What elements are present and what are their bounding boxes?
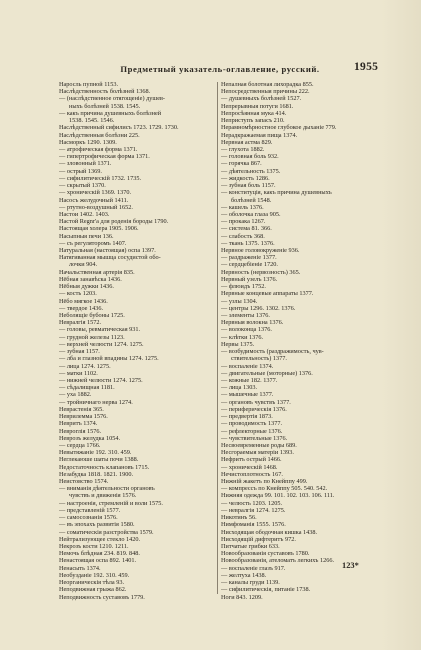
index-entry: — проводимость 1377. — [221, 420, 283, 428]
index-entry: Неорганическія тѣла 93. — [59, 579, 125, 587]
index-entry: — невралгія 1274. 1275. — [221, 506, 286, 514]
index-column-left — [59, 81, 215, 601]
index-entry: — двигательные (моторные) 1376. — [221, 369, 313, 377]
page-number: 1955 — [354, 61, 379, 73]
index-entry: — органовъ чувствъ 1377. — [221, 398, 291, 406]
index-entry: — съ регуляторомъ 1407. — [59, 239, 127, 247]
index-entry: Натуральная (настоящая) оспа 1397. — [59, 247, 156, 255]
index-entry: Нервное головокруженіе 936. — [221, 247, 300, 255]
index-entry: — дѣятельность 1375. — [221, 167, 281, 175]
index-entry: — периферическія 1376. — [221, 405, 287, 413]
index-entry: — тройничнаго нерва 1274. — [59, 398, 133, 406]
index-entry: Неврилемма 1576. — [59, 413, 108, 421]
index-entry: — волоконца 1376. — [221, 326, 272, 334]
index-entry: Насморкъ 1290. 1309. — [59, 138, 117, 146]
index-entry: — слабость 368. — [221, 232, 265, 240]
index-entry: — предвертія 1873. — [221, 413, 273, 421]
index-entry: — зубная боль 1157. — [221, 182, 276, 190]
index-entry: — каналы груди 1139. — [221, 579, 280, 587]
index-entry: — вниманія дѣятельности органовъ — [59, 485, 155, 493]
index-entry: Новообразованія суставовъ 1780. — [221, 550, 310, 558]
index-entry: ствительность) 1377. — [231, 355, 287, 363]
index-entry: Нервность (нервозность) 365. — [221, 268, 301, 276]
index-entry: — скрытый 1370. — [59, 182, 106, 190]
index-entry: Начальственная артерія 835. — [59, 268, 135, 276]
index-entry: Немочь блѣдная 234. 819. 848. — [59, 550, 140, 558]
index-entry: — гипертрофическая форма 1371. — [59, 153, 150, 161]
index-entry: Нервы 1375. — [221, 340, 255, 348]
index-entry: — клѣтки 1376. — [221, 333, 264, 341]
index-entry: Нёбныя дужки 1436. — [59, 283, 114, 291]
index-entry: Неврозъ желудка 1054. — [59, 434, 121, 442]
index-entry: Несвоевременные роды 689. — [221, 441, 297, 449]
index-entry: — нижней челюсти 1274. 1275. — [59, 376, 143, 384]
index-entry: — чувствительные 1376. — [221, 434, 288, 442]
index-entry: — атрофическая форма 1371. — [59, 145, 138, 153]
index-entry: Ненастоящая оспа 892. 1401. — [59, 557, 137, 565]
index-entry: — челюсть 1203. 1205. — [221, 499, 283, 507]
index-entry: Нервный узелъ 1376. — [221, 275, 278, 283]
index-entry: Необузданіе 192. 310. 459. — [59, 571, 130, 579]
index-entry: — грудной железы 1123. — [59, 333, 125, 341]
index-entry: — центры 1296. 1302. 1376. — [221, 304, 296, 312]
index-entry: — желтуха 1438. — [221, 571, 267, 579]
index-entry: Насыпныя печи 136. — [59, 232, 114, 240]
index-entry: — система 81. 366. — [221, 225, 272, 233]
index-entry: — сердцебіеніе 1720. — [221, 261, 278, 269]
index-entry: Нисходящая ободочная кишка 1438. — [221, 528, 318, 536]
index-entry: — хроническій 1369. 1370. — [59, 189, 132, 197]
index-entry: — настроенія, стремленій и воли 1575. — [59, 499, 163, 507]
index-entry: — душевныхъ болѣзней 1527. — [221, 95, 302, 103]
index-entry: Недостаточность клапановъ 1715. — [59, 463, 150, 471]
index-entry: — острый 1369. — [59, 167, 102, 175]
index-entry: Натягиванная мышца сосудистой обо- — [59, 254, 161, 262]
index-entry: болѣзней 1548. — [231, 196, 272, 204]
index-entry: Непросѣянная мука 414. — [221, 109, 287, 117]
index-entry: Нёбо мягкое 1436. — [59, 297, 108, 305]
index-entry: — представленій 1577. — [59, 506, 121, 514]
index-entry: Неврастенія 365. — [59, 405, 104, 413]
index-entry: Нерамномѣрностное глубокое дыханіе 779. — [221, 124, 337, 132]
index-entry: Нефритъ острый 1466. — [221, 456, 282, 464]
index-entry: — флюидъ 1752. — [221, 283, 266, 291]
index-entry: Нервныя волокна 1376. — [221, 319, 284, 327]
index-entry: чувствъ и движенія 1576. — [69, 492, 137, 500]
index-entry: Настоящая холера 1905. 1906. — [59, 225, 139, 233]
index-entry: — зубная 1157. — [59, 348, 100, 356]
column-divider — [217, 82, 218, 594]
index-entry: — соматическія разстройства 1579. — [59, 528, 154, 536]
index-entry: Нисходящій дифтеритъ 972. — [221, 535, 296, 543]
index-entry: Нёбная занавѣска 1436. — [59, 275, 122, 283]
index-entry: — мышечные 1377. — [221, 391, 274, 399]
index-entry: — жидкость 1286. — [221, 174, 270, 182]
index-entry: — самосознанія 1576. — [59, 514, 118, 522]
index-entry: Новообразованія, ателоматъ легкихъ 1266. — [221, 557, 335, 565]
index-entry: — рефлекторные 1376. — [221, 427, 283, 435]
index-entry: — кожные 182. 1377. — [221, 376, 278, 384]
index-entry: — ртутно-воздушный 1652. — [59, 203, 133, 211]
index-entry: Нижній жакетъ по Кнейппу 499. — [221, 478, 308, 486]
index-entry: — сѣдалищная 1181. — [59, 384, 115, 392]
index-entry: — верхней челюсти 1274. 1275. — [59, 340, 144, 348]
index-entry: Нимфоманія 1555. 1576. — [221, 521, 286, 529]
index-entry: — узлы 1304. — [221, 297, 258, 305]
index-entry: — зловонный 1371. — [59, 160, 112, 168]
index-entry: Невралгія 1572. — [59, 319, 102, 327]
index-entry: Ненасыть 1374. — [59, 564, 101, 572]
index-entry: — уха 1882. — [59, 391, 92, 399]
index-entry: — головы, ревматическая 931. — [59, 326, 141, 334]
index-entry: Настои 1402. 1403. — [59, 210, 110, 218]
index-entry: Наслѣдственныя болѣзни 225. — [59, 131, 140, 139]
index-entry: — кость 1203. — [59, 290, 97, 298]
index-entry: — сердца 1766. — [59, 441, 101, 449]
index-entry: Наросль пупной 1153. — [59, 81, 119, 88]
index-entry: Нерадкражаемая пища 1374. — [221, 131, 298, 139]
index-entry: лочки 904. — [69, 261, 98, 269]
index-entry: Неподвижная грыжа 862. — [59, 586, 127, 594]
index-entry: Настой Regnr'а для роденія бороды 1790. — [59, 218, 169, 226]
index-entry: — горячка 867. — [221, 160, 262, 168]
index-entry: — сифилитическія, питаніе 1738. — [221, 586, 311, 594]
index-entry: — возбудимость (раздражимость, чув- — [221, 348, 324, 356]
index-entry: — воспаленіе глазъ 917. — [221, 564, 286, 572]
index-entry: Нейтрализующее стекло 1420. — [59, 535, 141, 543]
index-entry: — компрессъ по Кнейппу 505. 540. 542. — [221, 485, 328, 493]
index-entry: — оболочка глаза 905. — [221, 210, 281, 218]
index-entry: Незабудка 1818. 1821. 1900. — [59, 470, 134, 478]
page-shading — [381, 0, 421, 650]
index-entry: Непалная болотная лихорадка 855. — [221, 81, 314, 88]
index-entry: Нечистоплотность 167. — [221, 470, 283, 478]
index-entry: Несгораемыя матеріи 1393. — [221, 449, 294, 457]
index-entry: — матки 1102. — [59, 369, 98, 377]
index-entry: Неглекаюше шаты почи 1388. — [59, 456, 139, 464]
index-entry: — лица 1303. — [221, 384, 258, 392]
index-entry: — кашель 1376. — [221, 203, 264, 211]
index-entry: Наслѣдственность болѣзней 1368. — [59, 88, 151, 96]
index-entry: Невритъ 1374. — [59, 420, 98, 428]
index-entry: Никотинъ 56. — [221, 514, 257, 522]
index-entry: — элементы 1376. — [221, 312, 270, 319]
index-entry: — головная боль 932. — [221, 153, 279, 161]
index-entry: — воспаленіе 1374. — [221, 362, 274, 370]
index-entry: — прокака 1267. — [221, 218, 266, 226]
index-entry: Невроглія 1576. — [59, 427, 102, 435]
index-entry: ныхъ болѣзней 1538. 1545. — [69, 102, 141, 110]
index-entry: Нервные концевые аппараты 1377. — [221, 290, 314, 298]
index-entry: Насосъ желудочный 1411. — [59, 196, 129, 204]
index-entry: Невытяжаніе 192. 310. 459. — [59, 449, 132, 457]
index-entry: Питчатые грибки 633. — [221, 543, 280, 550]
index-entry: — какъ причина душевныхъ болѣзней — [59, 109, 162, 117]
index-entry: Нервная астма 829. — [221, 138, 273, 146]
index-entry: — (наслѣдственное отягощеніе) душев- — [59, 95, 166, 103]
index-entry: — лба и глазной впадины 1274. 1275. — [59, 355, 159, 363]
index-entry: — глухота 1882. — [221, 145, 265, 153]
index-entry: — твердое 1436. — [59, 304, 104, 312]
index-entry: — въ эпохахъ развитія 1580. — [59, 521, 135, 529]
running-header: Предметный указатель-оглавление, русский. — [120, 64, 320, 74]
index-entry: Неприступъ запасъ 210. — [221, 117, 285, 125]
index-entry: Некрозъ кости 1210. 1211. — [59, 543, 129, 550]
index-entry: — раздраженіе 1377. — [221, 254, 277, 262]
index-entry: — хроническій 1468. — [221, 463, 278, 471]
index-entry: — лица 1274. 1275. — [59, 362, 111, 370]
index-entry: Неболящіе бубоны 1725. — [59, 312, 125, 319]
index-column-right — [221, 81, 381, 601]
index-entry: Ноги 843. 1209. — [221, 593, 263, 601]
signature-mark: 123* — [342, 561, 359, 570]
index-entry: Наслѣдственный сифилисъ 1723. 1729. 1730. — [59, 124, 179, 132]
index-entry: 1538. 1545. 1546. — [69, 117, 115, 125]
index-entry: Неподвижность суставовъ 1779. — [59, 593, 145, 601]
index-entry: Нижняя одежда 99. 101. 102. 103. 106. 111. — [221, 492, 335, 500]
index-entry: Непосредственныя причины 222. — [221, 88, 310, 96]
index-entry: — сифилитическій 1732. 1735. — [59, 174, 142, 182]
index-entry: Неистовство 1574. — [59, 478, 109, 486]
index-entry: Непрерывныя потуги 1681. — [221, 102, 294, 110]
index-entry: — ткань 1375. 1376. — [221, 239, 275, 247]
index-entry: — конституція, какъ причина душевныхъ — [221, 189, 332, 197]
